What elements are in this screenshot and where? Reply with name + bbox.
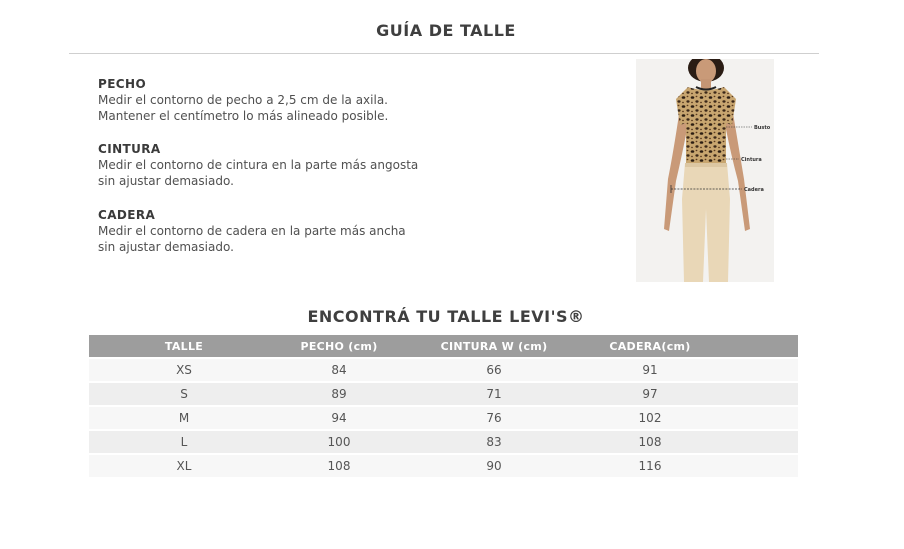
measure-heading: PECHO: [98, 77, 147, 91]
cell-pecho: 94: [331, 411, 347, 425]
measure-text-line: Medir el contorno de cadera en la parte más ancha: [98, 224, 406, 238]
table-row: [89, 359, 798, 381]
header-pecho: PECHO (cm): [300, 340, 378, 353]
cell-pecho: 89: [331, 387, 347, 401]
cell-cadera: 108: [638, 435, 662, 449]
measure-heading: CINTURA: [98, 142, 161, 156]
figure-label-cadera: Cadera: [744, 187, 764, 193]
table-row: [89, 383, 798, 405]
table-header-row: [89, 335, 798, 357]
cell-cintura: 66: [486, 363, 502, 377]
cell-cintura: 71: [486, 387, 502, 401]
cell-cadera: 91: [642, 363, 658, 377]
measure-text-line: sin ajustar demasiado.: [98, 240, 234, 254]
model-measurement-figure: [636, 59, 774, 282]
cell-talle: M: [178, 411, 190, 425]
cell-cadera: 97: [642, 387, 658, 401]
cell-pecho: 108: [327, 459, 351, 473]
measure-text-line: Medir el contorno de pecho a 2,5 cm de la axila.: [98, 93, 388, 107]
model-illustration: [636, 59, 774, 282]
header-talle: TALLE: [164, 340, 204, 353]
cell-cintura: 83: [486, 435, 502, 449]
page-title: GUÍA DE TALLE: [376, 21, 516, 40]
cell-cadera: 116: [638, 459, 662, 473]
header-cintura: CINTURA W (cm): [440, 340, 548, 353]
cell-pecho: 84: [331, 363, 347, 377]
cell-talle: XL: [176, 459, 192, 473]
measure-heading: CADERA: [98, 208, 156, 222]
figure-label-cintura: Cintura: [741, 157, 762, 163]
measure-text-line: Medir el contorno de cintura en la parte más angosta: [98, 158, 419, 172]
table-row: [89, 407, 798, 429]
cell-cintura: 76: [486, 411, 502, 425]
cell-talle: S: [180, 387, 188, 401]
measure-cadera: [98, 208, 458, 255]
table-row: [89, 455, 798, 477]
header-cadera: CADERA(cm): [609, 340, 691, 353]
size-table: [89, 335, 798, 477]
table-title: ENCONTRÁ TU TALLE LEVI'S®: [307, 307, 585, 326]
measure-cintura: [98, 142, 458, 189]
cell-talle: XS: [176, 363, 192, 377]
cell-cadera: 102: [638, 411, 662, 425]
figure-label-busto: Busto: [754, 125, 771, 131]
measure-text-line: sin ajustar demasiado.: [98, 174, 234, 188]
measure-text-line: Mantener el centímetro lo más alineado posible.: [98, 109, 389, 123]
cell-cintura: 90: [486, 459, 502, 473]
title-divider: [69, 53, 819, 54]
cell-pecho: 100: [327, 435, 351, 449]
measure-pecho: [98, 77, 458, 124]
cell-talle: L: [180, 435, 188, 449]
table-row: [89, 431, 798, 453]
